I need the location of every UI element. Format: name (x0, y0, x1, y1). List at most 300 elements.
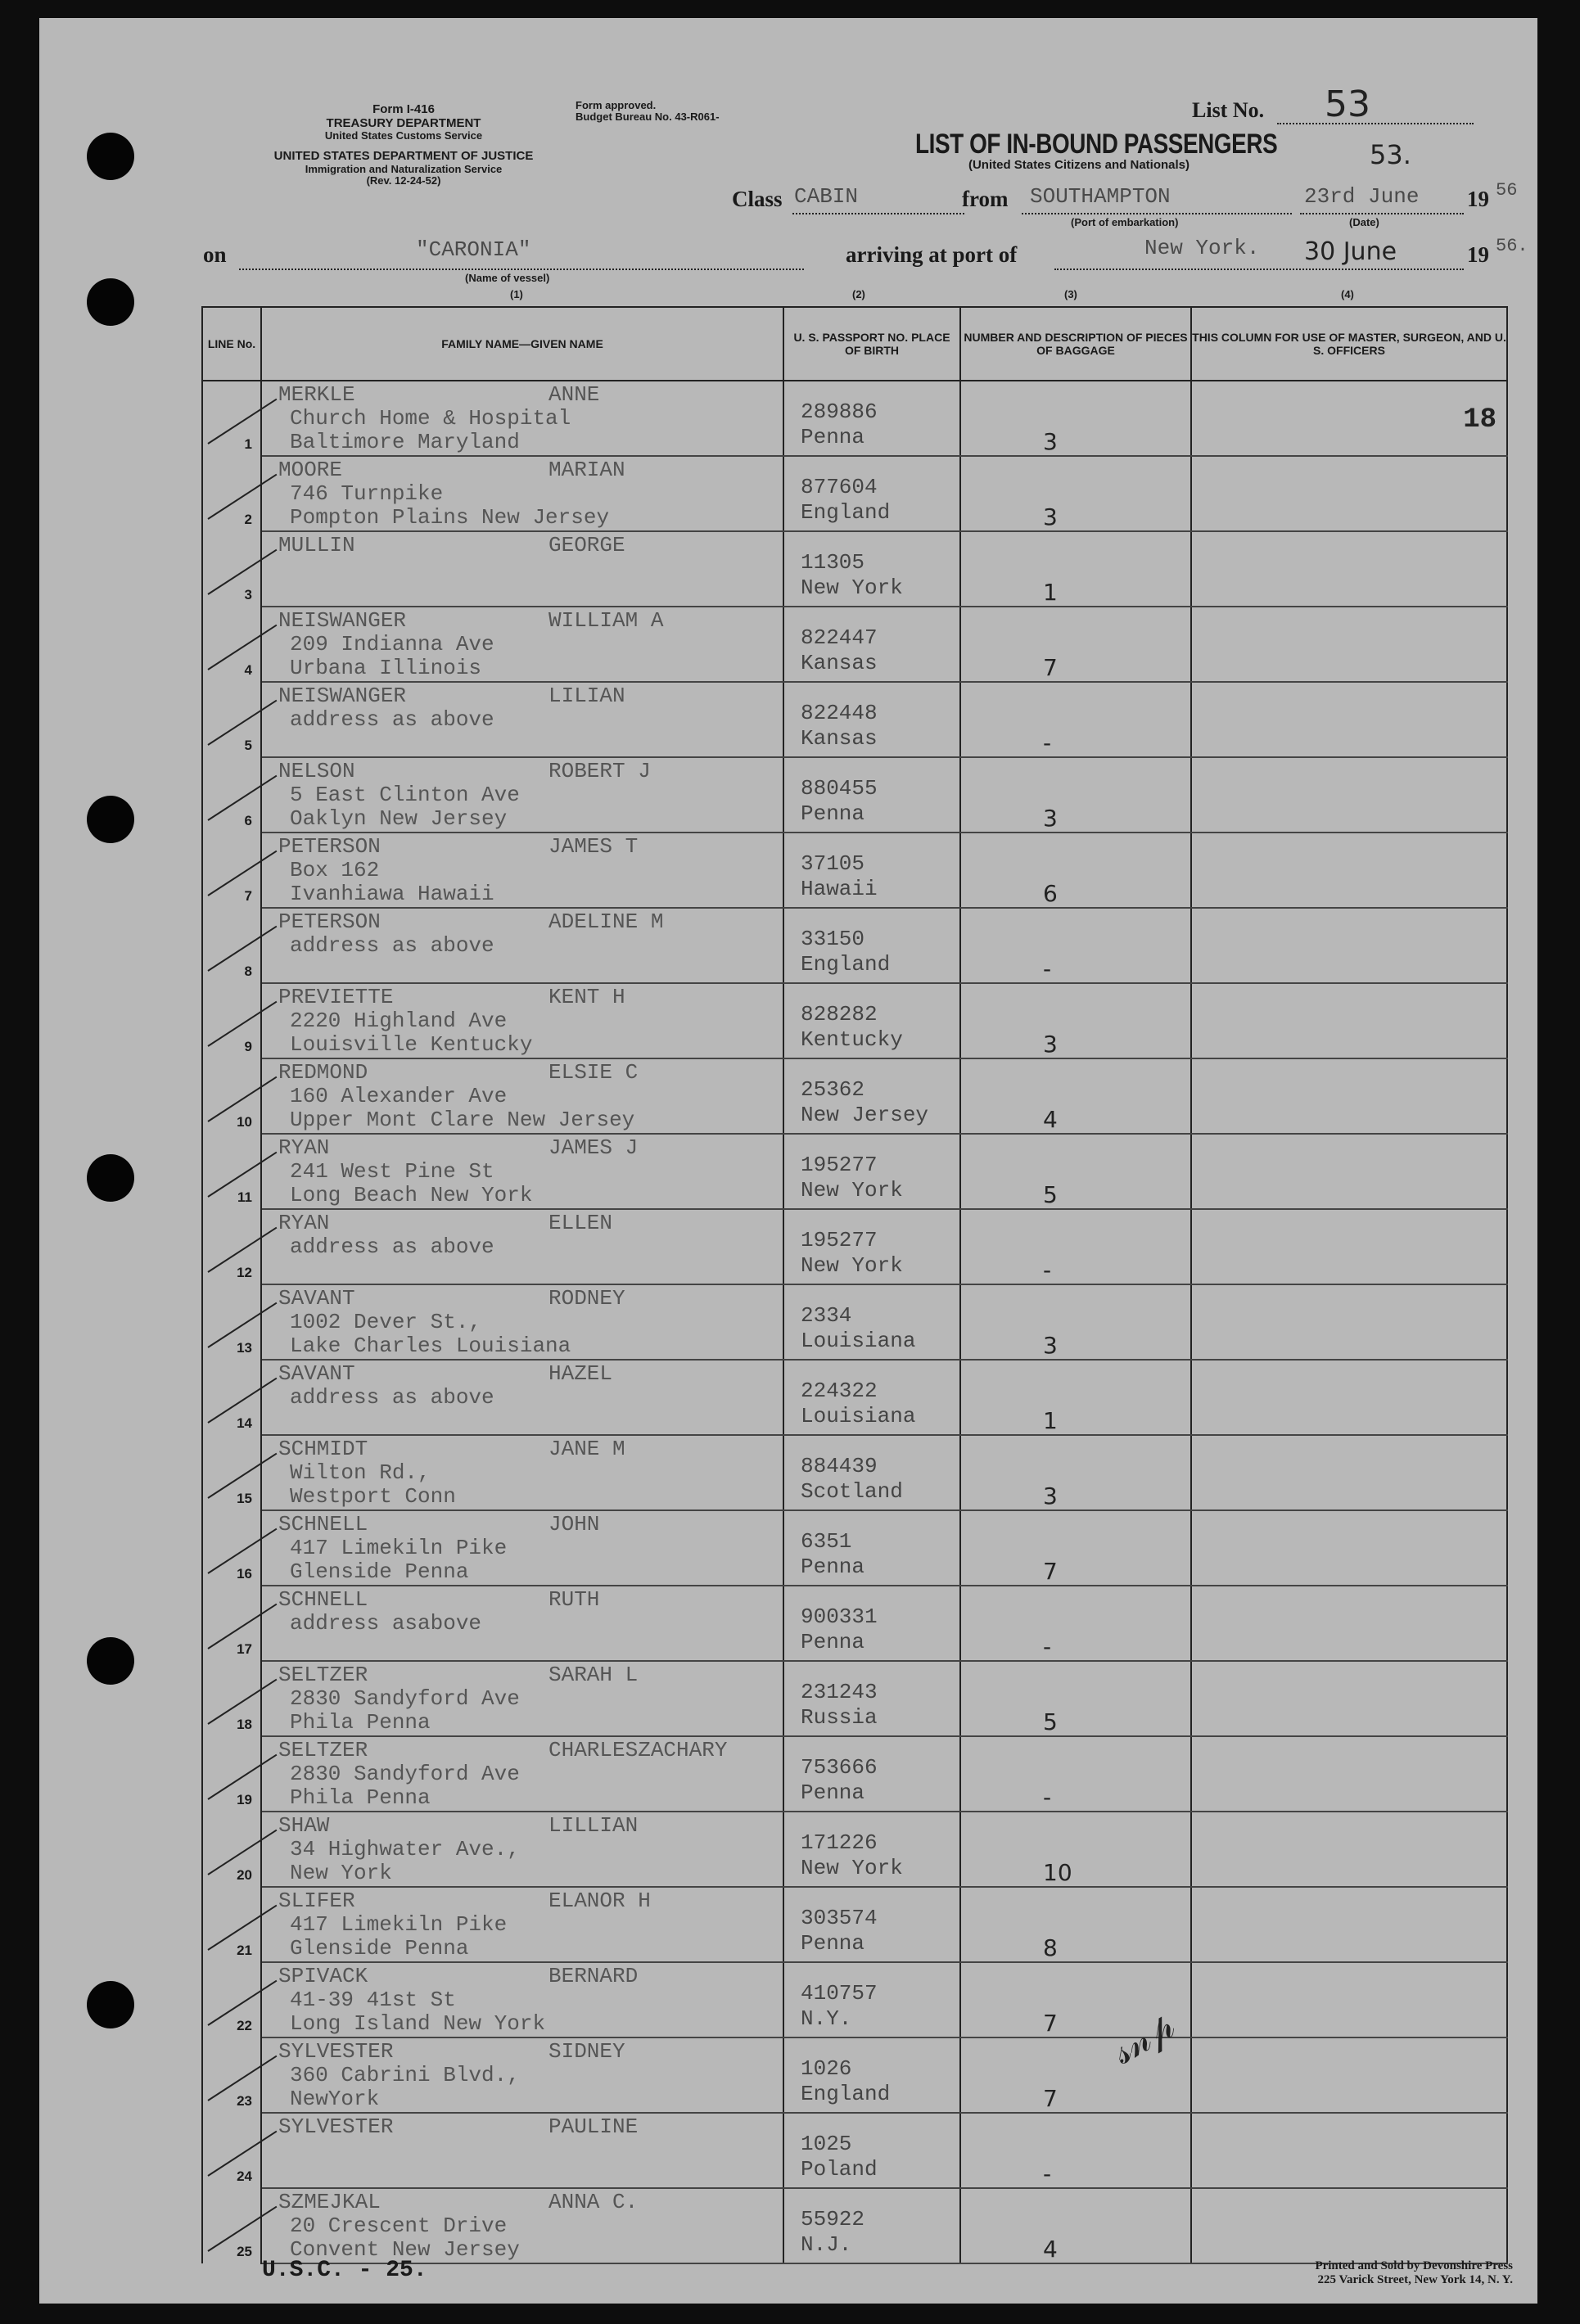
table-row (202, 757, 1507, 833)
passport-cell (783, 1812, 960, 1887)
form-number: Form I-416 (372, 102, 435, 116)
line-number: 18 (237, 1717, 252, 1732)
line-number: 14 (237, 1415, 252, 1431)
passport-number: 884439 (801, 1454, 878, 1478)
officer-cell (1191, 1209, 1507, 1284)
passport-cell (783, 1134, 960, 1209)
passenger-name-block (278, 1361, 613, 1410)
passport-cell (783, 1435, 960, 1510)
list-no-value: 53 (1325, 83, 1370, 125)
passport-number: 33150 (801, 927, 865, 951)
passport-block (801, 1680, 878, 1731)
line-number: 16 (237, 1566, 252, 1582)
line-number: 11 (237, 1189, 252, 1205)
address-line-2: Phila Penna (290, 1785, 431, 1810)
given-name: WILLIAM A (548, 608, 664, 633)
address-line-2: Glenside Penna (290, 1559, 469, 1584)
line-number: 3 (244, 587, 252, 602)
place-of-birth: N.Y. (801, 2006, 852, 2031)
address-line-1: 5 East Clinton Ave (290, 783, 520, 807)
place-of-birth: Penna (801, 1780, 865, 1805)
family-name: PREVIETTE (278, 985, 394, 1009)
place-of-birth: Kentucky (801, 1027, 903, 1052)
given-name: HAZEL (548, 1361, 613, 1386)
form-approved: Form approved. (576, 99, 657, 111)
officer-cell (1191, 381, 1507, 456)
table-row (202, 1360, 1507, 1435)
baggage-cell (960, 1435, 1191, 1510)
passport-number: 224322 (801, 1379, 878, 1403)
officer-cell (1191, 757, 1507, 833)
address-line-1: 2830 Sandyford Ave (290, 1762, 520, 1786)
family-name: SAVANT (278, 1286, 355, 1311)
officer-cell (1191, 1510, 1507, 1586)
given-name: LILIAN (548, 684, 625, 708)
baggage-count: - (1043, 1257, 1052, 1284)
form-code: U.S.C. - 25. (262, 2258, 427, 2283)
line-no-cell (202, 757, 261, 833)
line-no-cell (202, 531, 261, 607)
arrival-date: 30 June (1304, 237, 1397, 266)
baggage-count: 5 (1043, 1181, 1058, 1208)
table-row (202, 607, 1507, 682)
line-no-cell (202, 2113, 261, 2188)
officer-cell (1191, 1736, 1507, 1812)
passport-block (801, 1830, 903, 1881)
address-line-1: 746 Turnpike (290, 481, 444, 506)
line-no-cell (202, 1209, 261, 1284)
given-name: MARIAN (548, 458, 625, 482)
line-number: 9 (244, 1039, 252, 1054)
col-num-2: (2) (852, 288, 865, 300)
line-no-cell (202, 1134, 261, 1209)
baggage-cell (960, 757, 1191, 833)
passport-block (801, 1303, 915, 1354)
port-embark-value: SOUTHAMPTON (1030, 184, 1171, 209)
passport-cell (783, 1661, 960, 1736)
passport-number: 877604 (801, 475, 878, 499)
family-name: SZMEJKAL (278, 2190, 381, 2214)
family-name: SCHNELL (278, 1587, 368, 1612)
passport-block (801, 1755, 878, 1806)
officer-cell (1191, 1661, 1507, 1736)
list-no-line (1277, 123, 1474, 124)
place-of-birth: New York (801, 1253, 903, 1278)
line-number: 25 (237, 2244, 252, 2259)
name-cell (261, 1284, 783, 1360)
officer-cell (1191, 983, 1507, 1058)
officer-cell (1191, 607, 1507, 682)
baggage-count: 8 (1043, 1934, 1058, 1961)
family-name: SYLVESTER (278, 2039, 394, 2064)
passport-block (801, 1906, 878, 1956)
punch-hole (87, 1637, 134, 1685)
passport-number: 195277 (801, 1228, 878, 1252)
name-cell (261, 682, 783, 757)
col-num-4: (4) (1341, 288, 1354, 300)
col-num-1: (1) (510, 288, 523, 300)
passport-block (801, 625, 878, 676)
line-number: 19 (237, 1792, 252, 1807)
place-of-birth: Penna (801, 1931, 865, 1956)
line-no-cell (202, 833, 261, 908)
officer-cell (1191, 1134, 1507, 1209)
name-cell (261, 456, 783, 531)
baggage-cell (960, 1510, 1191, 1586)
passport-block (801, 1228, 903, 1279)
arrival-year-suffix: 56. (1496, 236, 1528, 256)
address-line-2: Phila Penna (290, 1710, 431, 1735)
address-line-1: 209 Indianna Ave (290, 632, 494, 657)
from-label: from (962, 187, 1009, 211)
given-name: BERNARD (548, 1964, 639, 1988)
family-name: SPIVACK (278, 1964, 368, 1988)
passport-block (801, 1454, 903, 1505)
passport-block (801, 1604, 878, 1655)
depart-year-suffix: 56 (1496, 180, 1518, 201)
given-name: ELLEN (548, 1211, 613, 1235)
table-row (202, 682, 1507, 757)
handwritten-signature: 𝓈𝓃𝓅 (1104, 2002, 1182, 2074)
passport-number: 2334 (801, 1303, 852, 1328)
page-subtitle: (United States Citizens and Nationals) (968, 158, 1190, 172)
line-no-cell (202, 2188, 261, 2263)
address-line-2: NewYork (290, 2087, 380, 2111)
passport-number: 303574 (801, 1906, 878, 1930)
col-header-officers: THIS COLUMN FOR USE OF MASTER, SURGEON, AND U. S. OFFICERS (1191, 307, 1507, 381)
passport-block (801, 1379, 915, 1429)
given-name: JANE M (548, 1437, 625, 1461)
line-no-cell (202, 2037, 261, 2113)
line-no-cell (202, 1962, 261, 2037)
passport-cell (783, 2113, 960, 2188)
col-header-passport: U. S. PASSPORT NO. PLACE OF BIRTH (783, 307, 960, 381)
officer-cell (1191, 2037, 1507, 2113)
baggage-cell (960, 1209, 1191, 1284)
passport-block (801, 1981, 878, 2032)
given-name: RODNEY (548, 1286, 625, 1311)
passenger-name-block (278, 684, 625, 732)
passport-cell (783, 456, 960, 531)
passenger-name-block (278, 2190, 639, 2262)
line-no-cell (202, 607, 261, 682)
line-number: 21 (237, 1943, 252, 1958)
line-no-cell (202, 1586, 261, 1661)
passenger-name-block (278, 1738, 728, 1810)
depart-date-value: 23rd June (1304, 184, 1420, 209)
baggage-count: 1 (1043, 1407, 1058, 1434)
name-cell (261, 908, 783, 983)
table-row (202, 833, 1507, 908)
line-no-cell (202, 983, 261, 1058)
address-line-1: Box 162 (290, 858, 380, 882)
passport-block (801, 1529, 864, 1580)
col-header-baggage: NUMBER AND DESCRIPTION OF PIECES OF BAGGAGE (960, 307, 1191, 381)
passenger-name-block (278, 608, 664, 680)
given-name: KENT H (548, 985, 625, 1009)
passport-number: 753666 (801, 1755, 878, 1780)
given-name: ANNE (548, 382, 600, 407)
baggage-count: 3 (1043, 805, 1058, 832)
passport-cell (783, 1284, 960, 1360)
col-header-line-no: LINE No. (202, 307, 261, 381)
baggage-count: - (1043, 729, 1052, 756)
line-number: 20 (237, 1867, 252, 1883)
officer-cell (1191, 682, 1507, 757)
family-name: MERKLE (278, 382, 355, 407)
baggage-cell (960, 983, 1191, 1058)
passport-block (801, 851, 878, 902)
table-row (202, 1209, 1507, 1284)
depart-year-prefix: 19 (1467, 187, 1489, 211)
line-no-cell (202, 1284, 261, 1360)
line-no-cell (202, 1058, 261, 1134)
baggage-count: 6 (1043, 880, 1058, 907)
table-row (202, 381, 1507, 456)
passport-cell (783, 908, 960, 983)
family-name: SELTZER (278, 1738, 368, 1762)
address-line-1: address as above (290, 707, 494, 732)
address-line-2: Convent New Jersey (290, 2237, 520, 2262)
given-name: ADELINE M (548, 909, 664, 934)
passenger-name-block (278, 985, 625, 1057)
address-line-1: Church Home & Hospital (290, 406, 571, 431)
place-of-birth: England (801, 2082, 891, 2106)
address-line-1: 34 Highwater Ave., (290, 1837, 520, 1861)
passenger-name-block (278, 759, 651, 831)
page-title: LIST OF IN-BOUND PASSENGERS (915, 129, 1278, 160)
class-label: Class (732, 187, 783, 211)
place-of-birth: Penna (801, 801, 865, 826)
baggage-count: 7 (1043, 654, 1058, 681)
given-name: ELANOR H (548, 1889, 651, 1913)
line-number: 6 (244, 813, 252, 828)
given-name: SIDNEY (548, 2039, 625, 2064)
name-cell (261, 607, 783, 682)
punch-hole (87, 278, 134, 326)
passport-cell (783, 983, 960, 1058)
officer-note: 18 (1463, 404, 1496, 435)
passenger-name-block (278, 1135, 639, 1207)
family-name: REDMOND (278, 1060, 368, 1085)
passport-number: 410757 (801, 1981, 878, 2006)
family-name: SCHMIDT (278, 1437, 368, 1461)
name-cell (261, 1209, 783, 1284)
name-cell (261, 1435, 783, 1510)
passport-cell (783, 1058, 960, 1134)
passenger-name-block (278, 1060, 639, 1132)
passenger-name-block (278, 533, 625, 557)
baggage-cell (960, 531, 1191, 607)
passport-cell (783, 2188, 960, 2263)
port-embark-line (1022, 213, 1292, 214)
line-number: 10 (237, 1114, 252, 1130)
port-embark-caption: (Port of embarkation) (1071, 216, 1179, 228)
punch-hole (87, 133, 134, 180)
line-no-cell (202, 381, 261, 456)
family-name: NEISWANGER (278, 608, 407, 633)
family-name: PETERSON (278, 834, 381, 859)
passport-block (801, 927, 890, 977)
baggage-cell (960, 908, 1191, 983)
baggage-cell (960, 1586, 1191, 1661)
revision: (Rev. 12-24-52) (366, 174, 441, 187)
vessel-line (239, 269, 804, 270)
name-cell (261, 1058, 783, 1134)
depart-date-line (1300, 213, 1464, 214)
vessel-caption: (Name of vessel) (465, 272, 550, 284)
given-name: SARAH L (548, 1663, 639, 1687)
budget-note (576, 100, 797, 124)
line-no-cell (202, 1812, 261, 1887)
passport-cell (783, 833, 960, 908)
passport-number: 1026 (801, 2056, 852, 2081)
arrival-line (1054, 269, 1464, 270)
baggage-count: - (1043, 1633, 1052, 1660)
baggage-cell (960, 2188, 1191, 2263)
address-line-1: 41-39 41st St (290, 1988, 456, 2012)
table-row (202, 1586, 1507, 1661)
given-name: LILLIAN (548, 1813, 639, 1838)
arrival-port: New York. (1144, 236, 1260, 260)
table-row (202, 908, 1507, 983)
officer-cell (1191, 456, 1507, 531)
baggage-count: 4 (1043, 2236, 1058, 2263)
passport-number: 171226 (801, 1830, 878, 1855)
table-row (202, 1962, 1507, 2037)
address-line-2: Upper Mont Clare New Jersey (290, 1108, 635, 1132)
table-row (202, 1661, 1507, 1736)
place-of-birth: Penna (801, 1630, 865, 1654)
name-cell (261, 1360, 783, 1435)
table-row (202, 983, 1507, 1058)
passport-number: 900331 (801, 1604, 878, 1629)
family-name: NELSON (278, 759, 355, 783)
treasury-dept: TREASURY DEPARTMENT (326, 115, 481, 130)
name-cell (261, 2113, 783, 2188)
passport-number: 195277 (801, 1153, 878, 1177)
officer-cell (1191, 1360, 1507, 1435)
line-number: 24 (237, 2168, 252, 2184)
baggage-cell (960, 682, 1191, 757)
address-line-1: address as above (290, 933, 494, 958)
given-name: RUTH (548, 1587, 600, 1612)
on-label: on (203, 242, 227, 267)
passport-cell (783, 757, 960, 833)
passenger-name-block (278, 1512, 600, 1584)
place-of-birth: New York (801, 1856, 903, 1880)
name-cell (261, 1134, 783, 1209)
passport-block (801, 2132, 878, 2182)
given-name: JAMES J (548, 1135, 639, 1160)
passenger-name-block (278, 1889, 651, 1961)
printer-name: Printed and Sold by Devonshire Press (1315, 2259, 1513, 2272)
address-line-1: address as above (290, 1385, 494, 1410)
baggage-count: 3 (1043, 503, 1058, 530)
line-number: 12 (237, 1265, 252, 1280)
list-no-value-2: 53. (1370, 139, 1411, 170)
given-name: JOHN (548, 1512, 600, 1537)
table-row (202, 1510, 1507, 1586)
baggage-count: 7 (1043, 2010, 1058, 2037)
passport-block (801, 1153, 903, 1203)
officer-cell (1191, 1812, 1507, 1887)
baggage-count: 1 (1043, 579, 1058, 606)
baggage-cell (960, 2113, 1191, 2188)
address-line-1: 1002 Dever St., (290, 1310, 482, 1334)
family-name: SHAW (278, 1813, 330, 1838)
table-row (202, 531, 1507, 607)
given-name: ANNA C. (548, 2190, 639, 2214)
passport-number: 289886 (801, 399, 878, 424)
passport-cell (783, 1510, 960, 1586)
place-of-birth: England (801, 500, 891, 525)
baggage-count: - (1043, 955, 1052, 982)
baggage-cell (960, 1360, 1191, 1435)
passport-block (801, 1002, 903, 1053)
place-of-birth: Penna (801, 1555, 865, 1579)
passport-cell (783, 1736, 960, 1812)
passport-block (801, 2056, 890, 2107)
table-row (202, 2037, 1507, 2113)
baggage-cell (960, 1661, 1191, 1736)
arrival-year-prefix: 19 (1467, 242, 1489, 267)
place-of-birth: Kansas (801, 651, 878, 675)
line-no-cell (202, 1360, 261, 1435)
passport-number: 822448 (801, 701, 878, 725)
customs-service: United States Customs Service (324, 129, 483, 142)
passport-cell (783, 381, 960, 456)
name-cell (261, 1510, 783, 1586)
passenger-name-block (278, 2114, 639, 2139)
place-of-birth: Poland (801, 2157, 878, 2182)
address-line-1: Wilton Rd., (290, 1460, 431, 1485)
passport-block (801, 776, 878, 827)
baggage-cell (960, 1736, 1191, 1812)
baggage-count: 7 (1043, 2085, 1058, 2112)
line-number: 17 (237, 1641, 252, 1657)
family-name: RYAN (278, 1135, 330, 1160)
address-line-1: 360 Cabrini Blvd., (290, 2063, 520, 2087)
line-number: 22 (237, 2018, 252, 2033)
address-line-2: Ivanhiawa Hawaii (290, 882, 494, 906)
table-row (202, 1058, 1507, 1134)
officer-cell (1191, 531, 1507, 607)
name-cell (261, 1661, 783, 1736)
passenger-name-block (278, 1587, 600, 1636)
officer-cell (1191, 1586, 1507, 1661)
address-line-1: 417 Limekiln Pike (290, 1536, 508, 1560)
family-name: SCHNELL (278, 1512, 368, 1537)
passport-block (801, 475, 890, 526)
passenger-name-block (278, 1663, 639, 1735)
passport-block (801, 1077, 928, 1128)
address-line-2: Long Beach New York (290, 1183, 533, 1207)
name-cell (261, 2188, 783, 2263)
table-row (202, 1435, 1507, 1510)
family-name: MOORE (278, 458, 343, 482)
address-line-2: Pompton Plains New Jersey (290, 505, 610, 530)
name-cell (261, 381, 783, 456)
officer-cell (1191, 1058, 1507, 1134)
address-line-2: Baltimore Maryland (290, 430, 520, 454)
address-line-2: New York (290, 1861, 392, 1885)
passport-number: 1025 (801, 2132, 852, 2156)
passport-cell (783, 1360, 960, 1435)
passport-cell (783, 1586, 960, 1661)
line-number: 8 (244, 963, 252, 979)
passenger-name-block (278, 1813, 639, 1885)
